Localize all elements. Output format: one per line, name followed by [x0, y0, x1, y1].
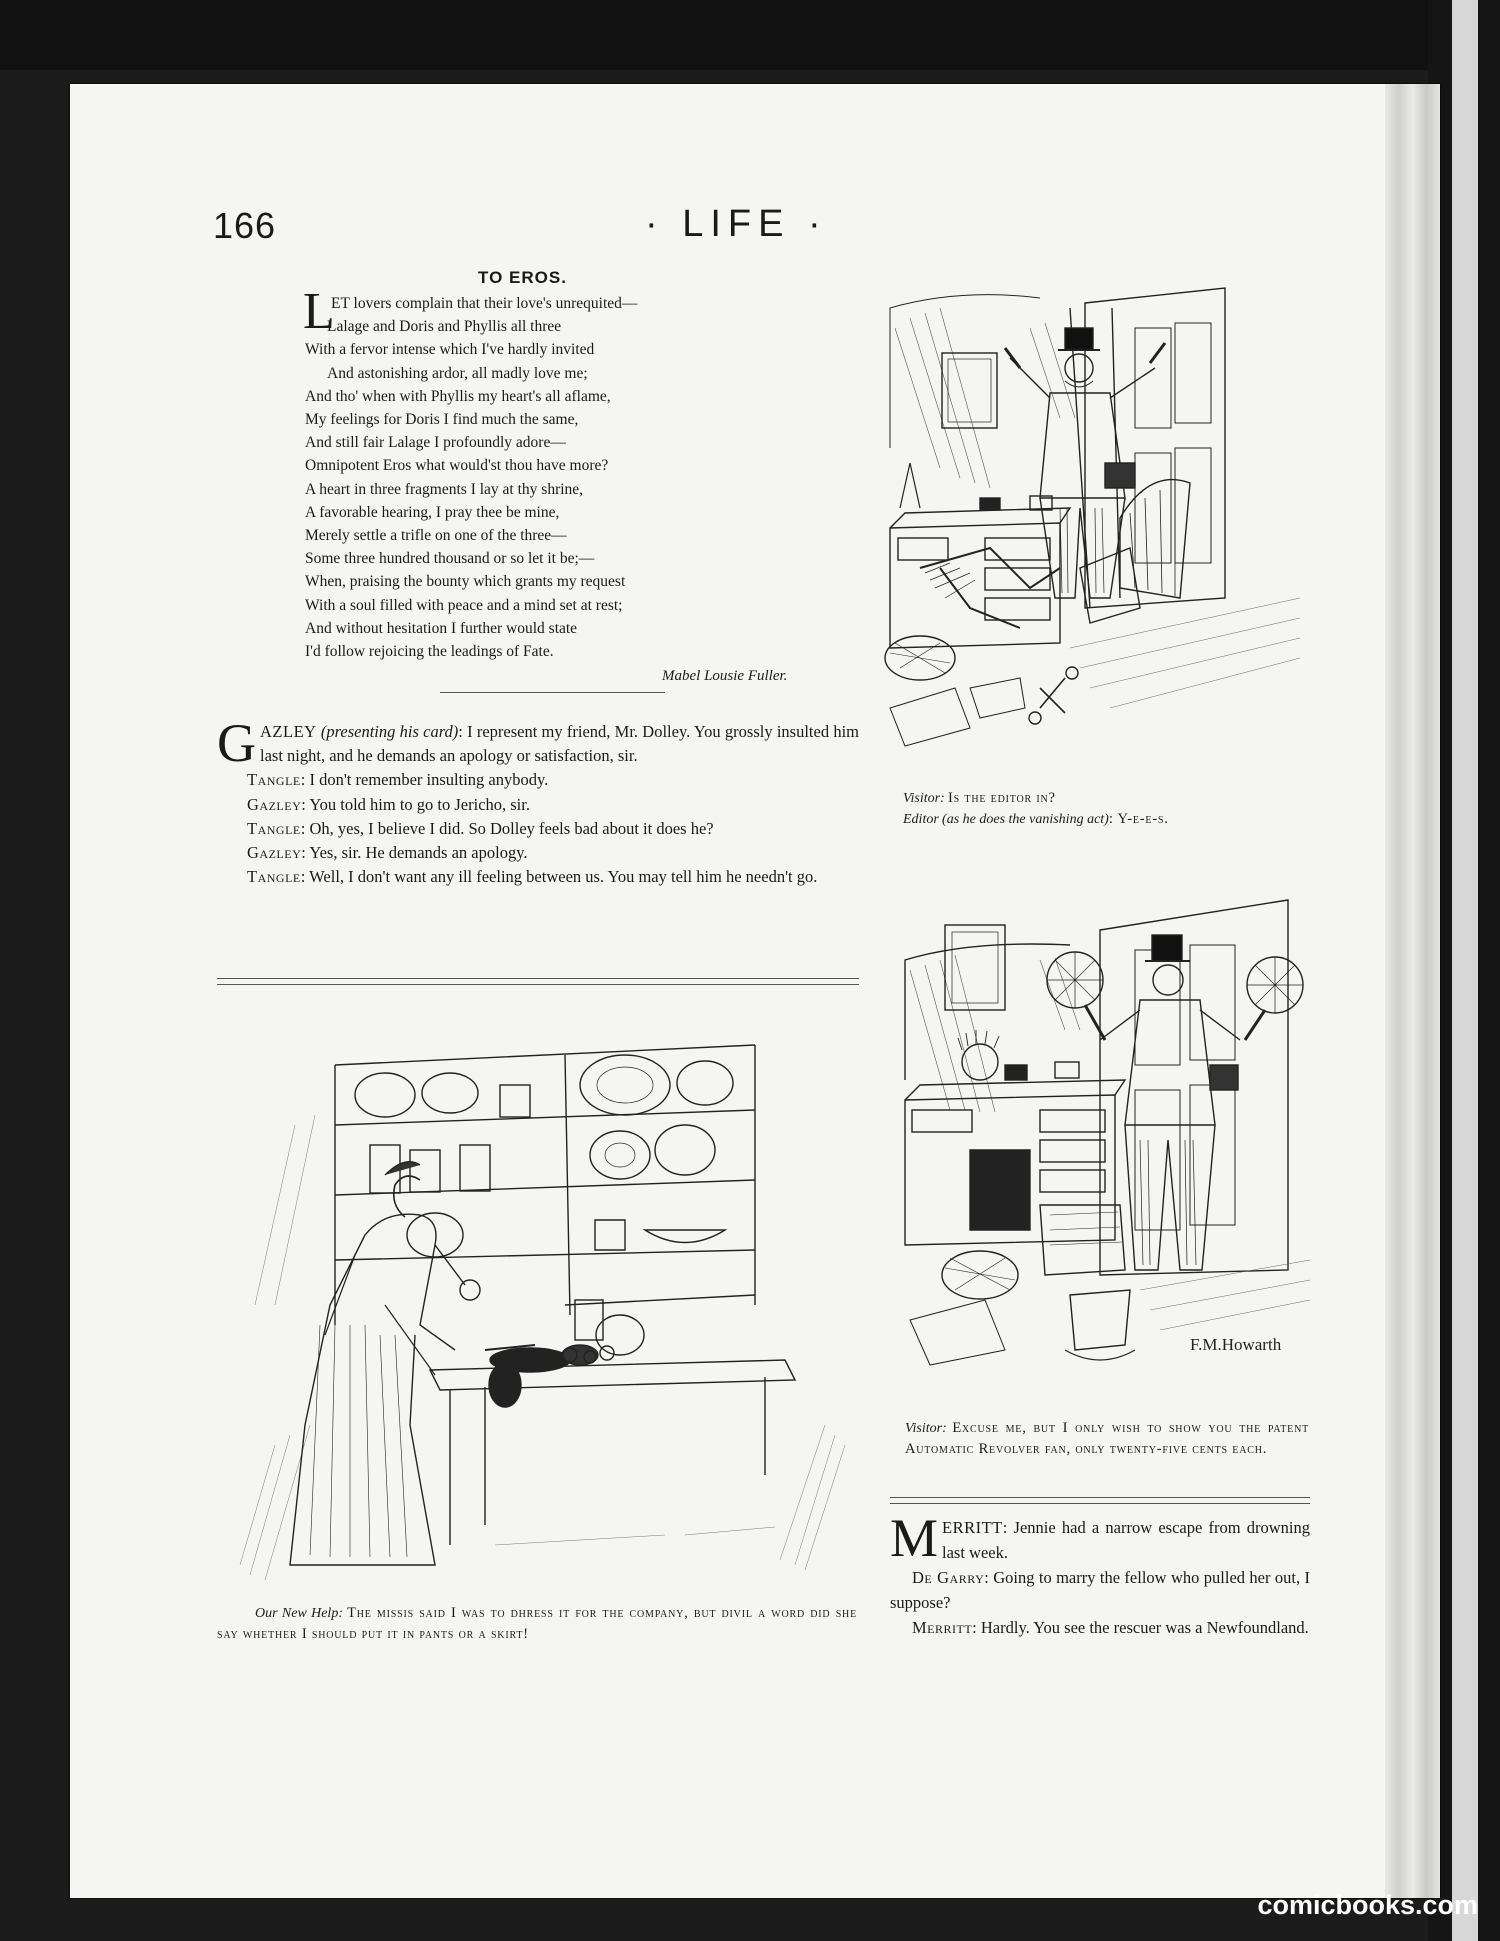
artist-signature: F.M.Howarth [1190, 1335, 1282, 1354]
speaker-name: AZLEY [260, 722, 317, 741]
dialogue-text: : Jennie had a narrow escape from drowning last week. [942, 1518, 1310, 1562]
dialogue-text: : I don't remember insulting anybody. [300, 770, 549, 790]
poem-line: And without hesitation I further would state [305, 619, 578, 637]
adjacent-page-edge [1452, 0, 1478, 1941]
section-double-rule [890, 1497, 1310, 1504]
dialogue-paragraph [890, 1615, 1310, 1640]
caption-text: : Y-e-e-s. [1108, 811, 1169, 827]
speaker-name: De Garry [912, 1568, 985, 1587]
poem-line: With a fervor intense which I've hardly invited [305, 341, 595, 359]
dialogue-text: : Hardly. You see the rescuer was a Newfoundland. [972, 1618, 1309, 1637]
poem-author: Mabel Lousie Fuller. [662, 668, 788, 684]
watermark-text: comicbooks.com [1257, 1890, 1478, 1920]
speaker-name: Tangle [247, 867, 301, 887]
caption-speaker: Visitor: [903, 791, 945, 806]
dialogue-text: : Oh, yes, I believe I did. So Dolley feels bad about it does he? [300, 818, 714, 838]
poem-dropcap: L [303, 283, 335, 340]
poem-line: Lalage and Doris and Phyllis all three [327, 318, 562, 336]
page-number: 166 [213, 205, 277, 246]
dialogue-paragraph [890, 1508, 1310, 1568]
poem-line: With a soul filled with peace and a mind set at rest; [305, 596, 623, 614]
cartoon1-caption [903, 788, 1323, 830]
dialogue-paragraph [217, 713, 859, 773]
stage-direction: (presenting his card) [320, 722, 459, 741]
speaker-name: Gazley [247, 843, 302, 863]
cartoon-editor-vanishing [880, 268, 1310, 755]
caption-text: Excuse me, but I only wish to show you the patent Automatic Revolver fan, only twenty-five cents each. [905, 1420, 1309, 1457]
poem-line: Merely settle a trifle on one of the three— [305, 527, 567, 545]
poem-line: When, praising the bounty which grants my request [305, 573, 626, 591]
speaker-name: Gazley [247, 794, 302, 814]
cartoon-fan-salesman [890, 850, 1320, 1390]
dialogue-paragraph [217, 817, 859, 841]
section-double-rule [217, 978, 859, 985]
dialogue-text: : You told him to go to Jericho, sir. [301, 794, 530, 814]
dialogue-text: : Well, I don't want any ill feeling between us. You may tell him he needn't go. [300, 867, 818, 887]
speaker-name: Tangle [247, 770, 301, 790]
dialogue-paragraph [217, 865, 859, 889]
caption-speaker: Visitor: [905, 1421, 947, 1436]
poem-line: Omnipotent Eros what would'st thou have more? [305, 457, 609, 475]
scan-frame-top [0, 0, 1500, 70]
poem-line: A favorable hearing, I pray thee be mine, [305, 503, 560, 521]
kitchen-illustration [235, 1005, 850, 1590]
caption-text: Is the editor in? [948, 790, 1056, 806]
merritt-dialogue [890, 1508, 1310, 1640]
caption-speaker: Editor [903, 812, 939, 827]
dialogue-text: : Going to marry the fellow who pulled her out, I suppose? [890, 1568, 1310, 1612]
page-edge-shadow [1385, 84, 1440, 1898]
kitchen-caption [217, 1603, 857, 1644]
poem-body [303, 283, 845, 663]
speaker-name: ERRITT [942, 1518, 1003, 1537]
dialogue-paragraph [217, 793, 859, 817]
caption-speaker: Our New Help: [255, 1606, 343, 1621]
cartoon2-caption [905, 1418, 1309, 1459]
speaker-name: Tangle [247, 818, 301, 838]
poem-line: My feelings for Doris I find much the same, [305, 411, 579, 429]
caption-text: The missis said I was to dhress it for the company, but divil a word did she say whether I should put it in pants or a skirt! [217, 1605, 857, 1642]
caption-stage-direction: (as he does the vanishing act) [942, 812, 1109, 827]
dialogue-paragraph [217, 841, 859, 865]
separator-rule [440, 692, 665, 693]
poem-line: A heart in three fragments I lay at thy shrine, [305, 480, 584, 498]
dialogue-paragraph [217, 768, 859, 792]
poem-line: ET lovers complain that their love's unrequited— [331, 295, 638, 312]
poem-line: And astonishing ardor, all madly love me; [327, 364, 588, 382]
dialogue-paragraph [890, 1565, 1310, 1615]
dialogue-dropcap: G [217, 713, 256, 773]
poem-line: Some three hundred thousand or so let it be;— [305, 550, 595, 568]
poem-line: And tho' when with Phyllis my heart's all aflame, [305, 387, 611, 405]
dialogue-text: : I represent my friend, Mr. Dolley. You grossly insulted him last night, and he demands an apology or satisfaction, sir. [260, 722, 859, 766]
poem-title: TO EROS. [478, 268, 567, 287]
gazley-dialogue [217, 713, 859, 889]
speaker-name: Merritt [912, 1618, 973, 1637]
poem-line: I'd follow rejoicing the leadings of Fate. [305, 643, 554, 661]
masthead: · LIFE · [645, 203, 828, 245]
poem-line: And still fair Lalage I profoundly adore— [305, 434, 566, 452]
dialogue-text: : Yes, sir. He demands an apology. [301, 843, 528, 863]
dialogue-dropcap: M [890, 1508, 939, 1568]
